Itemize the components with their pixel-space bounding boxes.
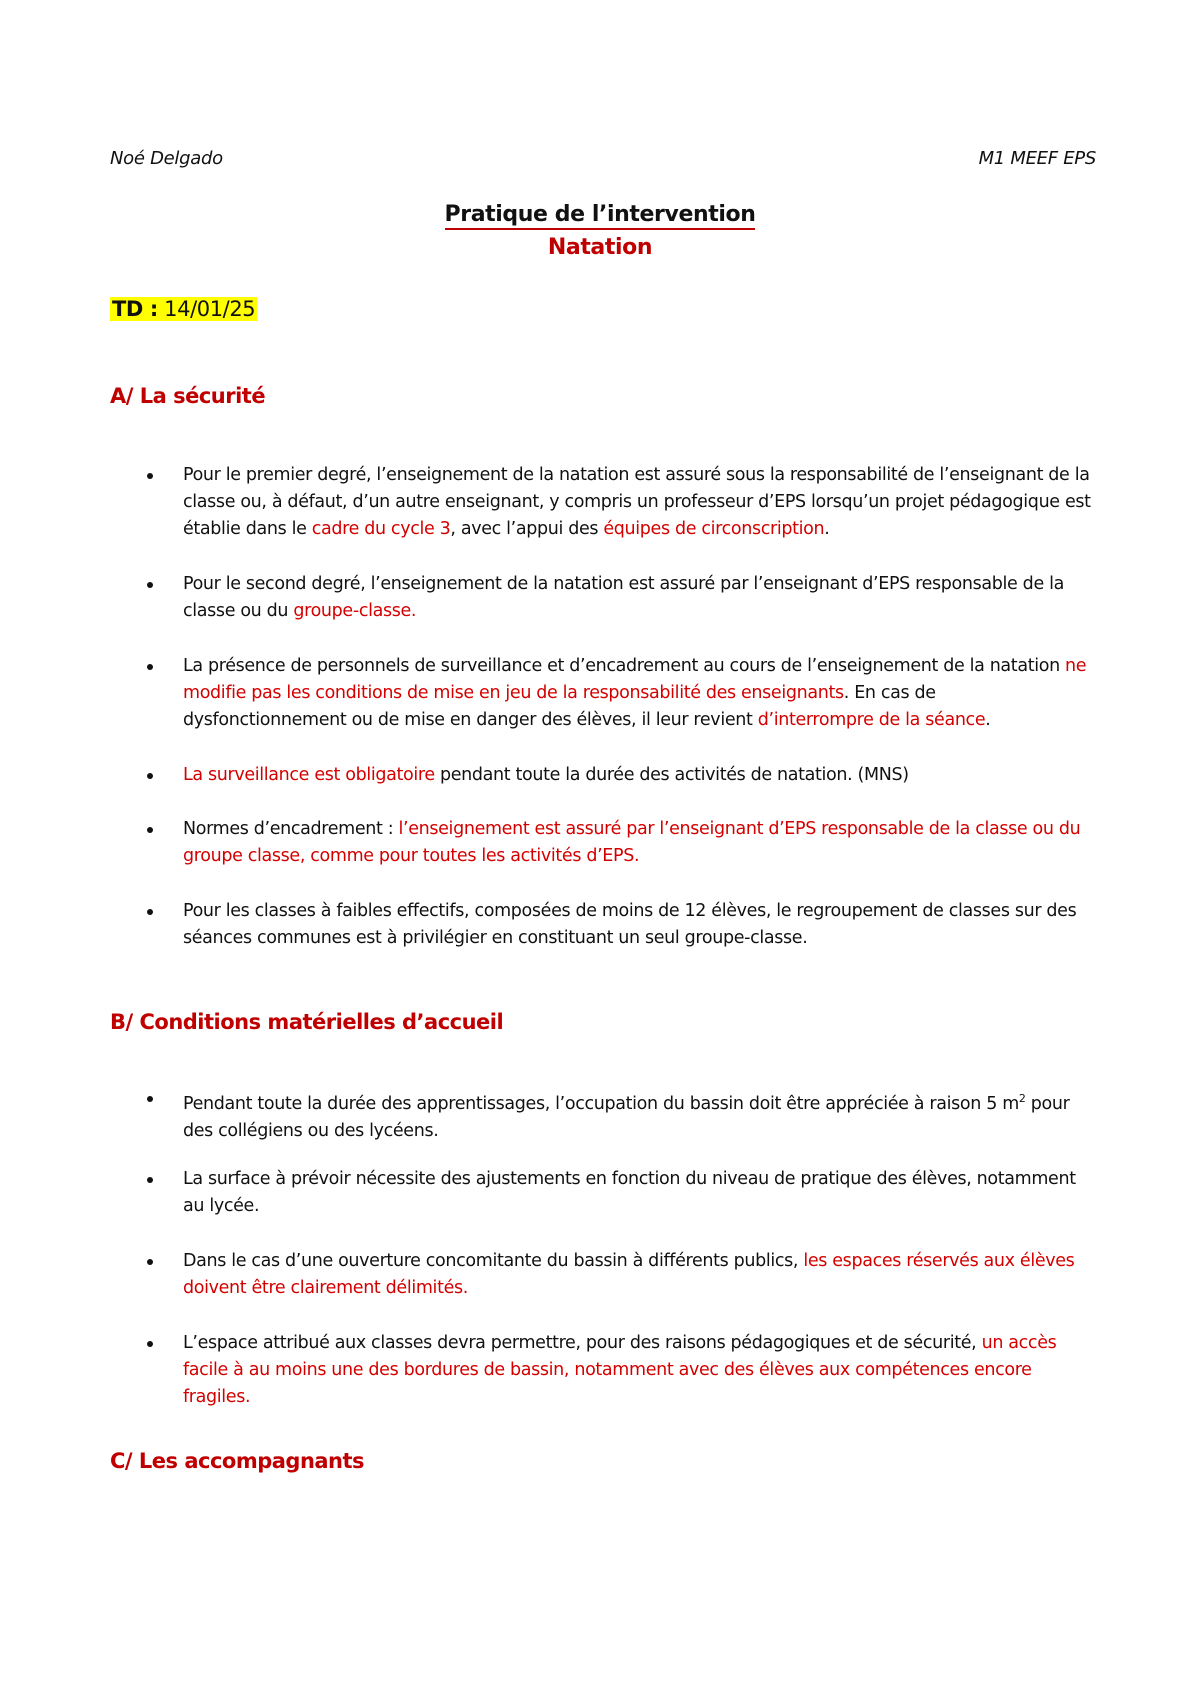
list-item: L’espace attribué aux classes devra permettre, pour des raisons pédagogiques et de sécurité, un accès facile à au moins une des bordures de bassin, notamment avec des élèves aux compétences encore fragiles.: [110, 1330, 1100, 1411]
list-item: Normes d’encadrement : l’enseignement est assuré par l’enseignant d’EPS responsable de la classe ou du groupe classe, comme pour toutes les activités d’EPS.: [110, 816, 1100, 870]
bullet-icon: [147, 473, 153, 479]
list-item: La surface à prévoir nécessite des ajustements en fonction du niveau de pratique des élèves, notamment au lycée.: [110, 1166, 1100, 1220]
document-title: Pratique de l’intervention: [0, 202, 1200, 227]
list-item: Pendant toute la durée des apprentissages, l’occupation du bassin doit être appréciée à raison 5 $m^2$ pour des collégiens ou des lycéens.: [110, 1085, 1100, 1145]
list-item: Dans le cas d’une ouverture concomitante du bassin à différents publics, les espaces réservés aux élèves doivent être clairement délimités.: [110, 1248, 1100, 1302]
bullet-icon: [147, 1096, 153, 1102]
bullet-icon: [147, 827, 153, 833]
bullet-icon: [147, 773, 153, 779]
course-name: M1 MEEF EPS: [978, 148, 1096, 169]
section-b-heading: B/ Conditions matérielles d’accueil: [110, 1010, 504, 1034]
bullet-icon: [147, 1177, 153, 1183]
bullet-icon: [147, 664, 153, 670]
list-item: La surveillance est obligatoire pendant toute la durée des activités de natation. (MNS): [110, 762, 1100, 789]
section-a-heading: A/ La sécurité: [110, 384, 266, 408]
bullet-icon: [147, 582, 153, 588]
bullet-icon: [147, 909, 153, 915]
list-item: Pour le premier degré, l’enseignement de la natation est assuré sous la responsabilité de l’enseignant de la classe ou, à défaut, d’un autre enseignant, y compris un professeur d’EPS lorsqu’un projet pédagogique est établie dans le cadre du cycle 3, avec l’appui des équipes de circonscription.: [110, 462, 1100, 543]
td-date: TD : 14/01/25: [112, 297, 256, 321]
document-subtitle: Natation: [547, 235, 653, 260]
list-item: Pour le second degré, l’enseignement de la natation est assuré par l’enseignant d’EPS responsable de la classe ou du groupe-classe.: [110, 571, 1100, 625]
bullet-icon: [147, 1259, 153, 1265]
section-c-heading: C/ Les accompagnants: [110, 1449, 365, 1473]
list-item: La présence de personnels de surveillance et d’encadrement au cours de l’enseignement de la natation ne modifie pas les conditions de mise en jeu de la responsabilité des enseignants. En cas de dysfonctionnement ou de mise en danger des élèves, il leur revient d’interrompre de la séance.: [110, 653, 1100, 734]
author-name: Noé Delgado: [110, 148, 223, 169]
bullet-icon: [147, 1341, 153, 1347]
list-item: Pour les classes à faibles effectifs, composées de moins de 12 élèves, le regroupement de classes sur des séances communes est à privilégier en constituant un seul groupe-classe.: [110, 898, 1100, 952]
